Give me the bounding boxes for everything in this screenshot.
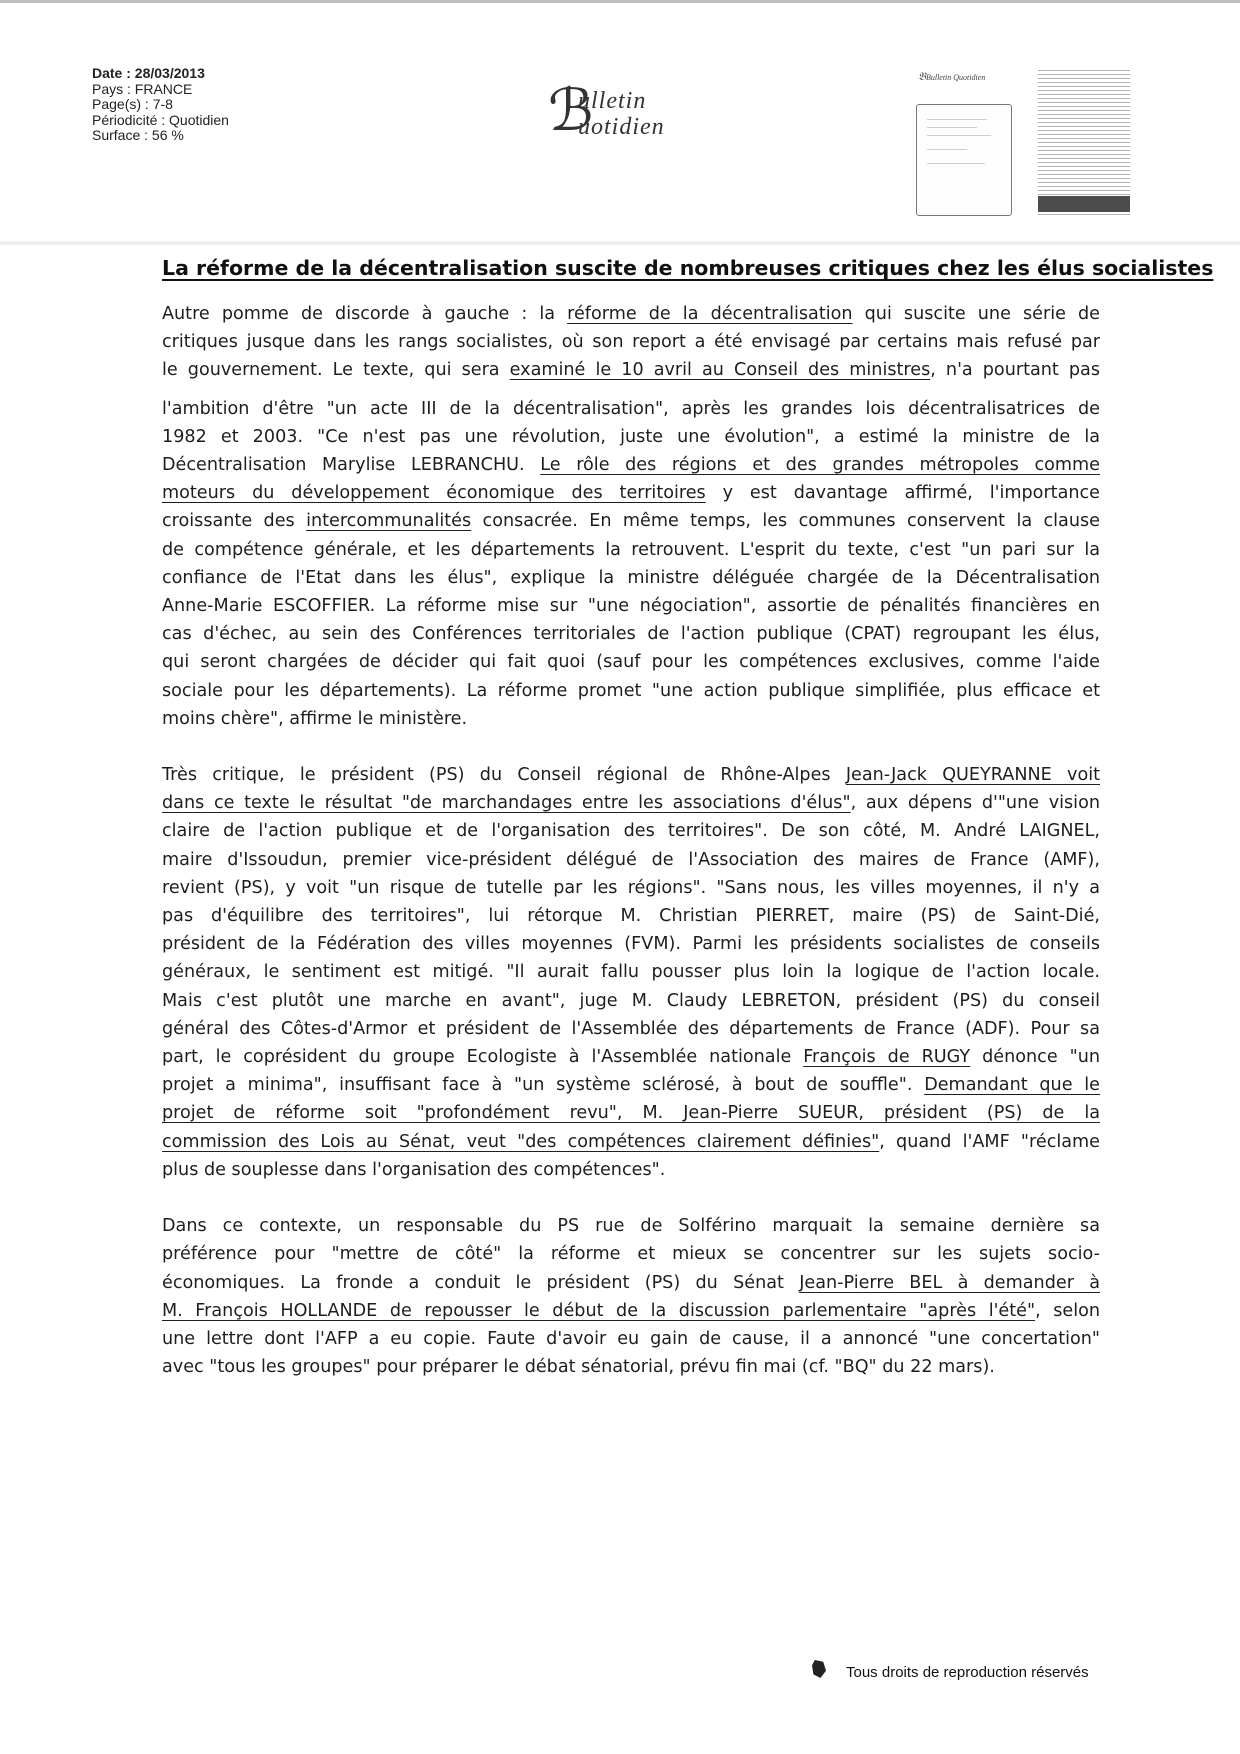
paragraph-3: Dans ce contexte, un responsable du PS rue de Solférino marquait la semaine dernière sa préférence pour "mettre de côté" la réforme et mieux se concentrer sur les sujets socio- économiques. La fronde a conduit le président (PS) du Sénat Jean-Pierre BEL à demander à M. François HOLLANDE de repousser le début de la discussion parlementaire "après l'été", selon une lettre dont l'AFP a eu copie. Faute d'avoir eu gain de cause, il a annoncé "une concertation" avec "tous les groupes" pour préparer le débat sénatorial, prévu fin mai (cf. "BQ" du 22 mars). — [162, 1216, 1101, 1378]
article-body — [162, 300, 1100, 1381]
article-headline: La réforme de la décentralisation suscite de nombreuses critiques chez les élus socialistes — [162, 256, 1214, 280]
meta-date: Date : 28/03/2013 — [92, 65, 205, 81]
logo-line-1: ulletin — [578, 88, 647, 114]
logo-letter-mark: ℬ — [548, 78, 594, 143]
copyright-footer — [846, 1664, 1089, 1681]
top-rule — [0, 0, 1240, 3]
meta-surface: Surface : 56 % — [92, 127, 184, 143]
paragraph-1: Autre pomme de discorde à gauche : la réforme de la décentralisation qui suscite une série de critiques jusque dans les rangs socialistes, où son report a été envisagé par certains mais refusé par le gouvernement. Le texte, qui sera examiné le 10 avril au Conseil des ministres, n'a pourtant pas l'ambition d'être "un acte III de la décentralisation", après les grandes lois décentralisatrices de 1982 et 2003. "Ce n'est pas une révolution, juste une évolution", a estimé la ministre de la Décentralisation Marylise LEBRANCHU. Le rôle des régions et des grandes métropoles comme moteurs du développement économique des territoires y est davantage affirmé, l'importance croissante des intercommunalités consacrée. En même temps, les communes conservent la clause de compétence générale, et les départements la retrouvent. L'esprit du texte, c'est "un pari sur la confiance de l'Etat dans les élus", explique la ministre déléguée chargée de la Décentralisation Anne-Marie ESCOFFIER. La réforme mise sur "une négociation", assortie de pénalités financières en cas d'échec, au sein des Conférences territoriales de l'action publique (CPAT) regroupant les élus, qui seront chargées de décider qui fait quoi (sauf pour les compétences exclusives, comme l'aide sociale pour les départements). La réforme promet "une action publique simplifiée, plus efficace et moins chère", affirme le ministère. — [162, 304, 1101, 729]
meta-pages: Page(s) : 7-8 — [92, 96, 173, 112]
press-metadata — [92, 66, 229, 144]
page-thumbnail-cover — [916, 72, 1012, 216]
scan-separator — [0, 240, 1240, 246]
footer-mark-icon — [812, 1660, 826, 1678]
meta-periodicity: Périodicité : Quotidien — [92, 111, 229, 128]
thumbnail-dark-band — [1038, 196, 1130, 212]
bulletin-quotidien-logo — [548, 78, 678, 172]
meta-country: Pays : FRANCE — [92, 80, 193, 97]
footer-text: Tous droits de reproduction réservés — [846, 1664, 1089, 1681]
thumbnail-frame — [916, 104, 1012, 216]
paragraph-2: Très critique, le président (PS) du Conseil régional de Rhône-Alpes Jean-Jack QUEYRANNE voit dans ce texte le résultat "de marchandages entre les associations d'élus", aux dépens d'"une vision claire de l'action publique et de l'organisation des territoires". De son côté, M. André LAIGNEL, maire d'Issoudun, premier vice-président délégué de l'Association des maires de France (AMF), revient (PS), y voit "un risque de tutelle par les régions". "Sans nous, les villes moyennes, il n'y a pas d'équilibre des territoires", lui rétorque M. Christian PIERRET, maire (PS) de Saint-Dié, président de la Fédération des villes moyennes (FVM). Parmi les présidents socialistes de conseils généraux, le sentiment est mitigé. "Il aurait fallu pousser plus loin la logique de l'action locale. Mais c'est plutôt une marche en avant", juge M. Claudy LEBRETON, président (PS) du conseil général des Côtes-d'Armor et président de l'Assemblée des départements de France (ADF). Pour sa part, le coprésident du groupe Ecologiste à l'Assemblée nationale François de RUGY dénonce "un projet a minima", insuffisant face à "un système sclérosé, à bout de souffle". Demandant que le projet de réforme soit "profondément revu", M. Jean-Pierre SUEUR, président (PS) de la commission des Lois au Sénat, veut "des compétences clairement définies", quand l'AMF "réclame plus de souplesse dans l'organisation des compétences". — [162, 765, 1101, 1180]
thumbnail-logo: 𝔅Bulletin Quotidien — [918, 71, 986, 83]
page-thumbnail-article — [1038, 70, 1130, 218]
logo-line-2: uotidien — [578, 114, 665, 140]
